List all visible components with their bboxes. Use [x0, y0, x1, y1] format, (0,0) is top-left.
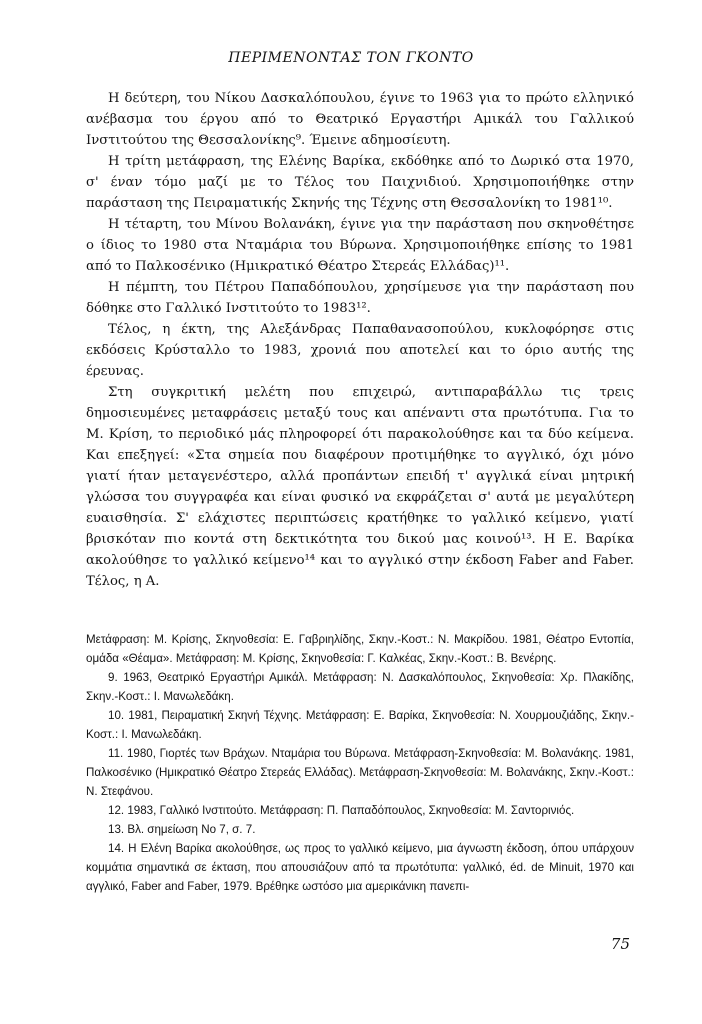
- footnotes: [86, 630, 634, 896]
- footnote-13: 13. Βλ. σημείωση Νο 7, σ. 7.: [108, 823, 256, 836]
- footnote-continuation: Μετάφραση: Μ. Κρίσης, Σκηνοθεσία: Ε. Γαβριηλίδης, Σκην.-Κοστ.: Ν. Μακρίδου. 1981, Θέατρο Εντοπία, ομάδα «Θέαμα». Μετάφραση: Μ. Κρίσης, Σκηνοθεσία: Γ. Καλκέας, Σκην.-Κοστ.: Β. Βενέρης.: [86, 633, 634, 665]
- footnote-11: 11. 1980, Γιορτές των Βράχων. Νταμάρια του Βύρωνα. Μετάφραση-Σκηνοθεσία: Μ. Βολανάκης. 1981, Παλκοσένικο (Ημικρατικό Θέατρο Στερεάς Ελλάδας). Μετάφραση-Σκηνοθεσία: Μ. Βολανάκης, Σκην.-Κοστ.: Ν. Στεφάνου.: [86, 747, 634, 798]
- paragraph-comparative-study: Στη συγκριτική μελέτη που επιχειρώ, αντιπαραβάλλω τις τρεις δημοσιευμένες μεταφράσεις μεταξύ τους και απέναντι στα πρωτότυπα. Για το Μ. Κρίση, το περιοδικό μάς πληροφορεί ότι παρακολούθησε και τα δύο κείμενα. Και επεξηγεί: «Στα σημεία που διαφέρουν προτιμήθηκε το αγγλικό, όχι μόνο γιατί ήταν μεταγενέστερο, αλλά προπάντων επειδή τ' αγγλικά είναι μητρική γλώσσα του συγγραφέα και είναι φυσικό να εκφράζεται σ' αυτά με μεγαλύτερη ευαισθησία. Σ' ελάχιστες περιπτώσεις κρατήθηκε το γαλλικό κείμενο, γιατί βρισκόταν πιο κοντά στη δεκτικότητα του δικού μας κοινού¹³. Η Ε. Βαρίκα ακολούθησε το γαλλικό κείμενο¹⁴ και το αγγλικό στην έκδοση Faber and Faber. Τέλος, η Α.: [86, 385, 634, 589]
- page-number: 75: [610, 935, 630, 953]
- paragraph-sixth-translation: Τέλος, η έκτη, της Αλεξάνδρας Παπαθανασοπούλου, κυκλοφόρησε στις εκδόσεις Κρύσταλλο το 1983, χρονιά που αποτελεί και το όριο αυτής της έρευνας.: [86, 322, 634, 379]
- footnote-9: 9. 1963, Θεατρικό Εργαστήρι Αμικάλ. Μετάφραση: Ν. Δασκαλόπουλος, Σκηνοθεσία: Χρ. Πλακίδης, Σκην.-Κοστ.: Ι. Μανωλεδάκη.: [86, 671, 634, 703]
- paragraph-fourth-translation: Η τέταρτη, του Μίνου Βολανάκη, έγινε για την παράσταση που σκηνοθέτησε ο ίδιος το 1980 στα Νταμάρια του Βύρωνα. Χρησιμοποιήθηκε επίσης το 1981 από το Παλκοσένικο (Ημικρατικό Θέατρο Στερεάς Ελλάδας)¹¹.: [86, 217, 634, 274]
- body-text: [86, 88, 634, 592]
- footnote-14: 14. Η Ελένη Βαρίκα ακολούθησε, ως προς το γαλλικό κείμενο, μια άγνωστη έκδοση, όπου υπάρχουν κομμάτια σημαντικά σε έκταση, που απουσιάζουν από τα πρωτότυπα: γαλλικό, éd. de Minuit, 1970 και αγγλικό, Faber and Faber, 1979. Βρέθηκε ωστόσο μια αμερικάνικη πανεπι-: [86, 842, 634, 893]
- paragraph-third-translation: Η τρίτη μετάφραση, της Ελένης Βαρίκα, εκδόθηκε από το Δωρικό στα 1970, σ' έναν τόμο μαζί με το Τέλος του Παιχνιδιού. Χρησιμοποιήθηκε στην παράσταση της Πειραματικής Σκηνής της Τέχνης στη Θεσσαλονίκη το 1981¹⁰.: [86, 154, 634, 211]
- footnote-10: 10. 1981, Πειραματική Σκηνή Τέχνης. Μετάφραση: Ε. Βαρίκα, Σκηνοθεσία: Ν. Χουρμουζιάδης, Σκην.-Κοστ.: Ι. Μανωλεδάκη.: [86, 709, 634, 741]
- paragraph-second-translation: Η δεύτερη, του Νίκου Δασκαλόπουλου, έγινε το 1963 για το πρώτο ελληνικό ανέβασμα του έργου από το Θεατρικό Εργαστήρι Αμικάλ του Γαλλικού Ινστιτούτου της Θεσσαλονίκης⁹. Έμεινε αδημοσίευτη.: [86, 91, 634, 148]
- footnote-12: 12. 1983, Γαλλικό Ινστιτούτο. Μετάφραση: Π. Παπαδόπουλος, Σκηνοθεσία: Μ. Σαντορινιός.: [108, 804, 575, 817]
- paragraph-fifth-translation: Η πέμπτη, του Πέτρου Παπαδόπουλου, χρησίμευσε για την παράσταση που δόθηκε στο Γαλλικό Ινστιτούτο το 1983¹².: [86, 280, 634, 316]
- running-head: ΠΕΡΙΜΕΝΟΝΤΑΣ ΤΟΝ ΓΚΟΝΤΟ: [228, 50, 474, 66]
